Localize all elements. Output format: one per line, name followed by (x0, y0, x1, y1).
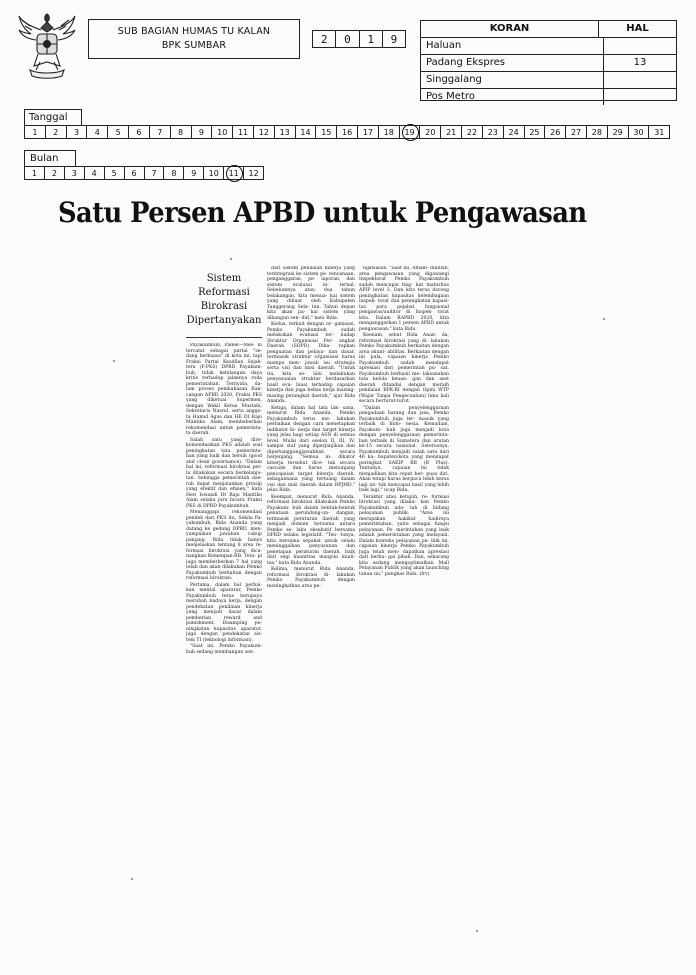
newspaper-page (604, 89, 676, 105)
article-paragraph: Kedua, terkait dengan or- ganisasi, Pemko Payakumbuh sudah melakukan evaluasi ter- hadap Struktur Organisasi Per- angkat Daerah (SOPD). Diha- rapkan penguatan dan pelaya- nan dasar, termasuk struktur organisasi harus mampu men- jawab isu strategis serta visi dan misi daerah. "Untuk itu, kita se- lalu melakukan penyesuaian struktur berdasarkan hasil eva- luasi terhadap capaian kinerja dan juga bebas kerja masing- masing perangkat daerah," ujar Rida Ananda. (267, 322, 355, 404)
tanggal-day-cell: 26 (545, 126, 566, 138)
newspaper-page (604, 72, 676, 88)
bulan-month-row (24, 166, 264, 180)
bulan-month-cell: 8 (164, 167, 184, 179)
bulan-month-cell: 10 (204, 167, 224, 179)
tanggal-day-cell: 14 (296, 126, 317, 138)
tanggal-day-cell: 5 (108, 126, 129, 138)
subhead-line: Sistem (206, 273, 242, 284)
article-headline: Satu Persen APBD untuk Pengawasan (58, 196, 587, 229)
tanggal-day-cell: 22 (462, 126, 483, 138)
tanggal-day-cell: 1 (25, 126, 46, 138)
agency-line-1: SUB BAGIAN HUMAS TU KALAN (117, 26, 271, 37)
year-digit: 2 (313, 31, 336, 47)
article-paragraph: Salah satu yang dire- komendasikan PKS adalah soal peningkatan tata pemerinta- han yang baik dan bersih (good and clean governance). "Dalam hal ini, reformasi birokrasi per- lu dilakukan secara berkelanju- tan. Sehingga pemerintah dae- rah dapat menjalankan prinsip yang efektif dan efisien," kata Heri Iswandi Dt Rajo Mantiko Alam selaku juru bicara Fraksi PKS di DPRD Payakumbuh. (186, 437, 262, 509)
bulan-month-cell: 6 (125, 167, 145, 179)
tanggal-day-cell: 7 (150, 126, 171, 138)
tanggal-day-cell: 24 (504, 126, 525, 138)
article-paragraph: Keenam, sebut Rida Anan- da, reformasi birokrasi yang di- lakukan Pemko Payakumbuh berkaitan dengan area akunt- abilitas. Berkaitan dengan ini pula, capaian kinerja Pemko Payakumbuh sudah mendapat apresiasi dari pemerintah pu- sat. Payakumbuh berhasil me- laksanakan tata kelola keuan- gan dan aset daerah ditandai dengan meraih penilaian BPK-RI dengan Opini WTP (Wajar Tanpa Pengecualian) lima kali secara berturut-turut. (359, 333, 449, 404)
newspaper-name: Haluan (421, 38, 604, 54)
subhead-line: Dipertanyakan (186, 315, 262, 326)
article-column-3 (359, 266, 449, 806)
newspaper-table (420, 20, 677, 101)
article-paragraph: "Saat ini, Pemko Payakum- buh sedang membangun sen- (186, 644, 262, 655)
tanggal-day-cell: 27 (566, 126, 587, 138)
subhead-line: Reformasi (198, 287, 250, 298)
tanggal-day-cell: 31 (654, 128, 665, 137)
tanggal-day-cell: 29 (608, 126, 629, 138)
scan-speck (131, 878, 133, 880)
bulan-month-cell: 12 (248, 169, 259, 178)
tanggal-day-cell: 6 (129, 126, 150, 138)
tanggal-day-cell: 8 (171, 126, 192, 138)
tanggal-day-cell: 11 (233, 126, 254, 138)
year-digit: 0 (336, 31, 359, 47)
bulan-month-cell: 2 (45, 167, 65, 179)
header-hal: HAL (626, 23, 649, 34)
tanggal-day-cell: 20 (420, 126, 441, 138)
newspaper-row (421, 89, 676, 105)
article-subhead (186, 272, 262, 328)
tanggal-day-cell: 2 (46, 126, 67, 138)
tanggal-day-cell: 16 (337, 126, 358, 138)
article-paragraph: Payakumbuh, Padek—Mes- ki tercatat sebagai partai "se- dang berkuasa" di kota ini, tapi Fraksi Partai Keadilan Sejah- tera (F-PKS) DPRD Payakum- buh, tidak kehilangan daya kritis terhadap jalannya roda pemerintahan. Ternyata, da- lam proses pembahasan Ran- cangan APBD 2020, Fraksi PKS yang diketuai Supermen, dengan Wakil Ketua Mustafa, Sekretaris Nasrul, serta anggo- ta Hamid Agus dan HE Dt Rajo Mantiko Alam, membeberkan rekomendasi untuk pemerinta- ta daerah. (186, 343, 262, 436)
tanggal-day-cell: 19 (400, 126, 421, 138)
newspaper-name: Singgalang (421, 72, 604, 88)
newspaper-row (421, 72, 676, 89)
article-paragraph: Kelima, menurut Rida Ananda, reformasi birokrasi di- lakukan Pemko Payakumbuh dengan meningkatkan area pe- (267, 567, 355, 589)
article-column-2 (267, 266, 355, 812)
newspaper-row (421, 38, 676, 55)
header-koran: KORAN (421, 21, 599, 37)
year-box (312, 30, 406, 48)
newspaper-table-header (421, 21, 676, 38)
scan-speck (476, 930, 478, 932)
article-paragraph: Ketiga, dalam hal tata lak- sana, menurut Rida Ananda, Pemko Payakumbuh terus me- lakukan perbaikan dengan cara menetapkan indikator ki- nerja dan target kinerja yang jelas bagi setiap ASN di semua level. Mulai dari eselon II, III, IV, sampai staf yang diperjanjikan dan dipertanggungjawabkan secara berjenjang. "Semua in- dikator kinerja tersebut dice- tak secara cascade dan harus menunjang pencapaian target kinerja daerah, sebagaimana yang tertuang dalam visi dan misi daerah dalam RPJMD," jelas Rida. (267, 405, 355, 493)
newspaper-row (421, 55, 676, 72)
bulan-month-cell: 5 (105, 167, 125, 179)
bulan-month-cell: 11 (224, 167, 244, 179)
tanggal-day-cell: 3 (67, 126, 88, 138)
agency-line-2: BPK SUMBAR (161, 40, 227, 51)
year-digit: 1 (360, 31, 383, 47)
tanggal-day-cell: 23 (483, 126, 504, 138)
article-paragraph: Menanggapi rekomendasi pendek dari PKS itu, Sekda Pa- yakumbuh, Rida Ananda yang datang ke gedung DPRD, men- yampaikan jawaban cukup panjang. Rida tidak hanya menjelaskan tentang 8 area re- formasi birokrasi yang dica- nangkan Kemenpan-RB. Teta- pi juga memberberkan 7 hal yang telah dan akan dilakukan Pemko Payakumbuh berkaitan dengan reformasi birokrasi. (186, 510, 262, 581)
tanggal-day-cell: 15 (316, 126, 337, 138)
bulan-month-cell: 9 (184, 167, 204, 179)
bulan-month-cell: 7 (145, 167, 165, 179)
scan-speck (113, 360, 115, 362)
bulan-month-cell: 4 (85, 167, 105, 179)
newspaper-name: Padang Ekspres (421, 55, 604, 71)
newspaper-page (604, 38, 676, 54)
bulan-month-cell: 3 (65, 167, 85, 179)
bulan-month-cell: 1 (25, 167, 45, 179)
tanggal-day-cell: 25 (525, 126, 546, 138)
article-paragraph: "Dalam penyelenggaraan pengadaan barang dan jasa, Pemko Payakumbuh juga ter- masuk yang terbaik di Indo- nesia. Kemudian, Payakum- buh juga menjadi kota dengan penyelenggaraan pemerinta- han terbaik di Sumatera dan urutan ke-15 secara nasional. Seterusnya, Payakumbuh menjadi salah satu dari 46 ka- bupaten/kota yang mendapat peringkat SAKIP BB (B Plus). Tentunya, capaian ini tidak menjadikan kita cepat ber- puas diri. Akan tetapi harus berpacu lebih keras lagi un- tuk mencapai hasil yang lebih baik lagi," ucap Rida. (359, 405, 449, 493)
tanggal-day-cell: 30 (629, 126, 650, 138)
bulan-label: Bulan (24, 150, 76, 166)
tanggal-day-cell: 17 (358, 126, 379, 138)
tanggal-day-cell: 13 (275, 126, 296, 138)
article-paragraph: Terakhir atau ketujuh, re- formasi birokrasi yang dilaku- kan Pemko Payakumbuh ada- lah di bidang pelayanan publik. "Area ini merupakan hakikat hadirnya pemerintahan, yaitu sebagai fungsi pelayanan. Pe- merintahan yang baik adalah pemerintahan yang melayani. Dalam konteks pelayanan pu- blik ini, capaian kinerja Pemko Payakumbuh juga telah men- dapatkan apresiasi dari berba- gai pihak. Dan, sekarang kita sedang mengoptimalkan Mall Pelayanan Publik yang akan launching tahun ini," pungkas Rida. (frv) (359, 494, 449, 577)
newspaper-page: 13 (633, 57, 647, 68)
agency-header-box (88, 19, 300, 59)
article-column-1 (186, 343, 262, 808)
subhead-line: Birokrasi (200, 301, 248, 312)
tanggal-day-cell: 28 (587, 126, 608, 138)
tanggal-day-cell: 4 (87, 126, 108, 138)
tanggal-day-cell: 9 (192, 126, 213, 138)
scan-speck (230, 258, 232, 260)
tanggal-day-cell: 21 (441, 126, 462, 138)
garuda-emblem-icon (16, 8, 78, 82)
tanggal-day-cell: 10 (212, 126, 233, 138)
article-paragraph: Pertama, dalam hal perbai- kan mental aparatur, Pemko Payakumbuh terus berupaya merubah budaya kerja, dengan pendekatan penilaian kinerja yang menjadi dasar dalam pemberian reward and punishment. Disamping pe- ningkatan kapasitas aparatur, juga dengan pendekatan sis- tem TI (teknologi informasi). (186, 582, 262, 643)
article-paragraph: dari sistem penilaian kinerja yang terintegrasi ke sistem pe- rencanaan, penganggaran, pe- laporan, dan sistem evaluasi in- ternal. Sebelumnya atau dua tahun belakangan, kita menua- kai sistem yang dibuat oleh Kabupaten Tanggerang Sela- tan. Tahun depan kita akan pa- kai sistem yang dibangun sen- diri," kata Rida. (267, 266, 355, 321)
tanggal-day-cell: 12 (254, 126, 275, 138)
tanggal-label: Tanggal (24, 109, 82, 125)
article-paragraph: Keempat, menurut Rida Ananda, reformasi birokrasi dilakukan Pemko Payakum- buh dalam bentuk-bentuk penataan perundang-un- dangan, termasuk peraturan daerah yang menjadi domain bersama antara Pemko se- laku eksekutif bersama DPRD selaku legislatif. "Ten- tunya, kita bersama sepakat untuk selalu meninggalkan penyusunan dan penetapan peraturan daerah, baik dari segi kuantitas maupun kuali- tas," kata Rida Ananda. (267, 494, 355, 566)
tanggal-day-cell: 18 (379, 126, 400, 138)
article-paragraph: ngawasan. "Saat ini, Alham- dulillah, area pengawasan yang digawangi Inspektorat Pemko Payakumbuh sudah mencapai ting- kat maturitas APIP level 3. Dan kita terus dorong peningkatan kapasitas kelembagaan inspek- torat dan peningkatan kapasi- tas para pejabat fungsional pengawas/auditor di Inspek- torat kita. Dalam RAPBD 2020, kita menganggarkan 1 persen APBD untuk pengawasan," kata Rida. (359, 266, 449, 332)
newspaper-name: Pos Metro (421, 89, 604, 105)
tanggal-day-row (24, 125, 670, 139)
subhead-divider (186, 337, 262, 338)
scan-speck (603, 318, 605, 320)
year-digit: 9 (390, 33, 398, 46)
